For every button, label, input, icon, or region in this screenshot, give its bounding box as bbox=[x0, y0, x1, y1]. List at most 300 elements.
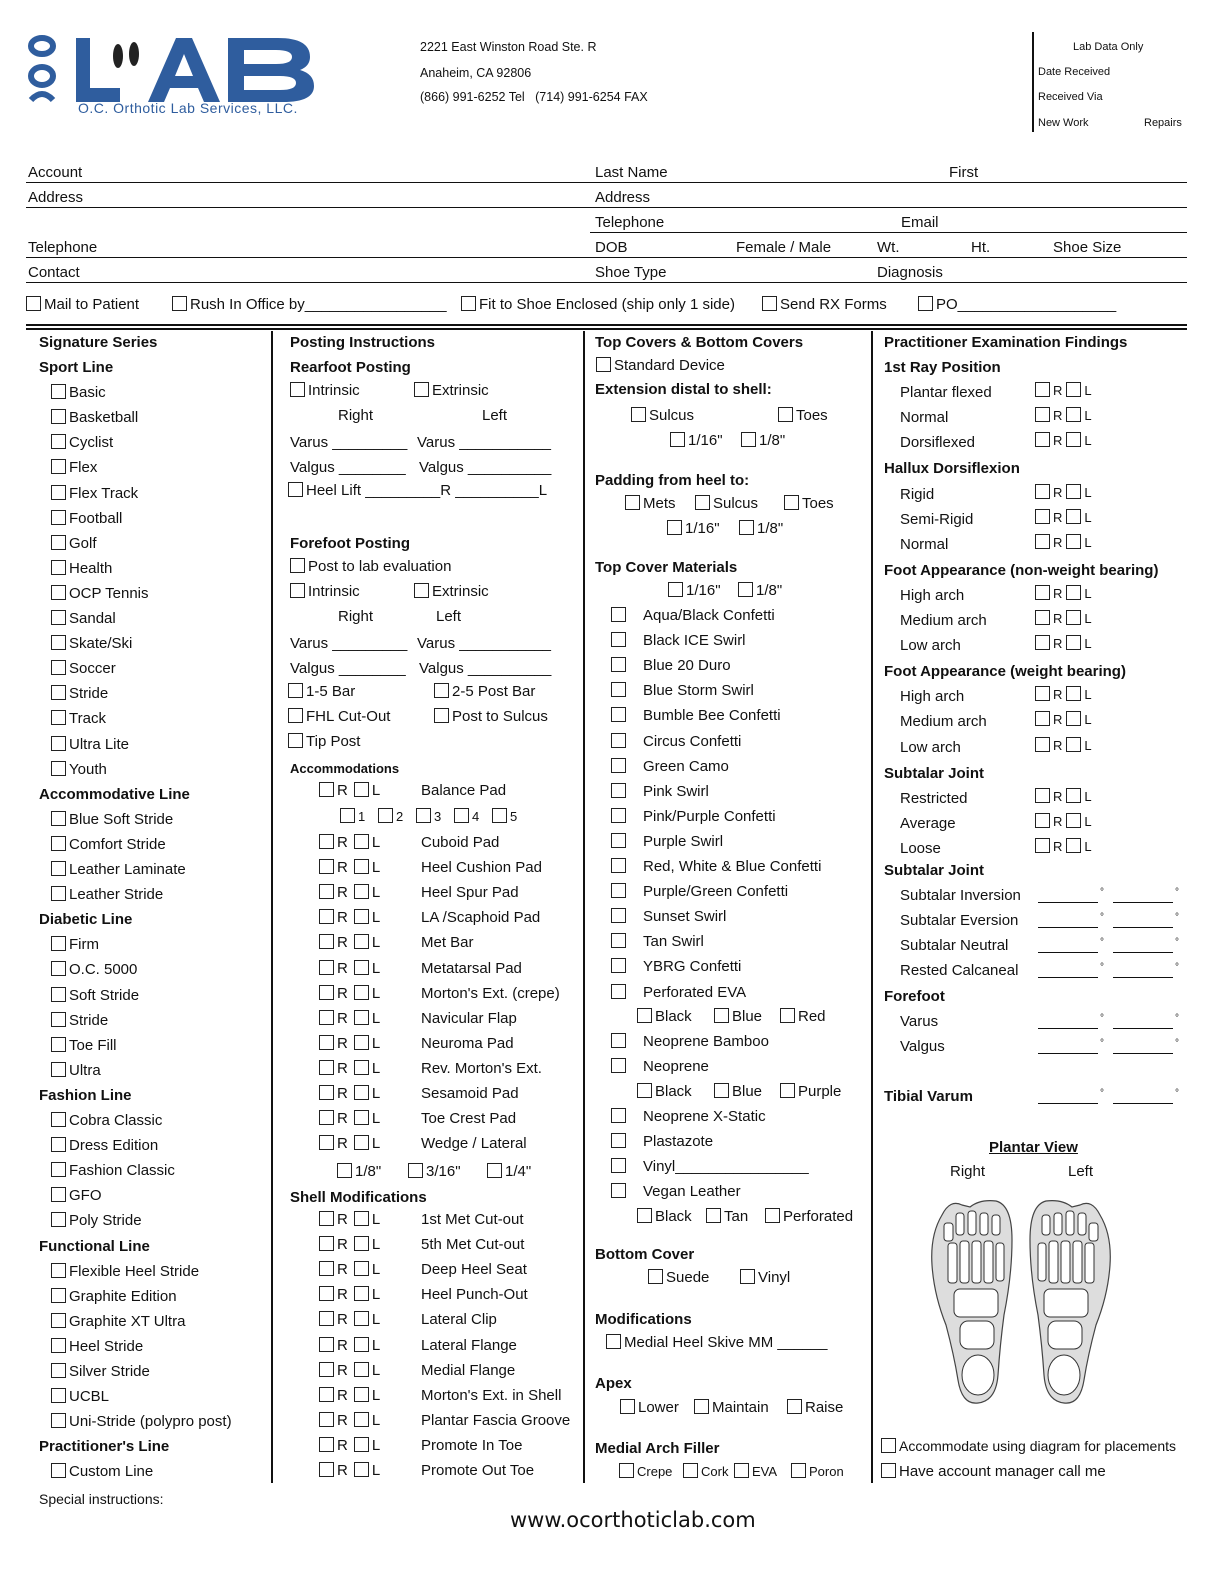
checkbox-icon bbox=[611, 1133, 626, 1148]
option-poly-stride[interactable]: Poly Stride bbox=[51, 1212, 142, 1229]
promote-out-toe-rl[interactable]: R L bbox=[319, 1462, 380, 1479]
checkbox-icon bbox=[354, 1211, 369, 1226]
extension-sulcus-checkbox[interactable]: Sulcus bbox=[631, 407, 694, 424]
checkbox-icon bbox=[51, 1288, 66, 1303]
neoprene-black-checkbox[interactable]: Black bbox=[637, 1083, 692, 1100]
wedge-lateral-rl[interactable]: R L bbox=[319, 1135, 380, 1152]
exam-hallux-dorsiflexion-normal-label: Normal bbox=[900, 535, 949, 553]
rush-checkbox[interactable]: Rush In Office by_________________ bbox=[172, 296, 447, 313]
neoprene-purple-checkbox[interactable]: Purple bbox=[780, 1083, 841, 1100]
apex-heading: Apex bbox=[595, 1375, 632, 1392]
exam-subtalar-joint-loose-rl[interactable]: R L bbox=[1035, 838, 1092, 854]
material-bumble-bee-confetti[interactable]: Bumble Bee Confetti bbox=[611, 707, 781, 724]
exam-subtalar-joint-restricted-rl[interactable]: R L bbox=[1035, 788, 1092, 804]
forefoot-intrinsic-checkbox[interactable]: Intrinsic bbox=[290, 583, 360, 600]
option-cyclist[interactable]: Cyclist bbox=[51, 434, 113, 451]
checkbox-icon bbox=[51, 886, 66, 901]
send-rx-checkbox[interactable]: Send RX Forms bbox=[762, 296, 887, 313]
option-health[interactable]: Health bbox=[51, 560, 112, 577]
checkbox-icon bbox=[51, 1313, 66, 1328]
material-vegan-leather[interactable]: Vegan Leather bbox=[611, 1183, 741, 1200]
exam-foot-appearance-non-weight-bearing-medium-arch-rl[interactable]: R L bbox=[1035, 610, 1092, 626]
rearfoot-intrinsic-checkbox[interactable]: Intrinsic bbox=[290, 382, 360, 399]
toe-crest-pad-rl[interactable]: R L bbox=[319, 1110, 380, 1127]
metatarsal-2-checkbox[interactable]: 2 bbox=[378, 808, 403, 824]
heel-cushion-pad-label: Heel Cushion Pad bbox=[421, 859, 542, 877]
checkbox-icon bbox=[1035, 813, 1050, 828]
exam-foot-appearance-weight-bearing-high-arch-rl[interactable]: R L bbox=[1035, 686, 1092, 702]
material-ybrg-confetti[interactable]: YBRG Confetti bbox=[611, 958, 741, 975]
tibial-varum-left-input[interactable]: ° bbox=[1113, 1088, 1179, 1106]
exam-1st-ray-position-dorsiflexed-rl[interactable]: R L bbox=[1035, 432, 1092, 448]
medial-flange-rl[interactable]: R L bbox=[319, 1362, 380, 1379]
group-heading-fashion-line: Fashion Line bbox=[39, 1086, 132, 1104]
subtalar-eversion-left-input[interactable]: ° bbox=[1113, 912, 1179, 930]
metatarsal-5-checkbox[interactable]: 5 bbox=[492, 808, 517, 824]
last-name-field[interactable]: Last Name bbox=[595, 164, 668, 181]
apex-maintain-checkbox[interactable]: Maintain bbox=[694, 1399, 769, 1416]
heel-spur-pad-label: Heel Spur Pad bbox=[421, 884, 519, 902]
checkbox-icon bbox=[637, 1208, 652, 1223]
padding-sulcus-checkbox[interactable]: Sulcus bbox=[695, 495, 758, 512]
eva-blue-checkbox[interactable]: Blue bbox=[714, 1008, 762, 1025]
lateral-clip-rl[interactable]: R L bbox=[319, 1311, 380, 1328]
subtalar-neutral-left-input[interactable]: ° bbox=[1113, 937, 1179, 955]
material-blue-storm-swirl[interactable]: Blue Storm Swirl bbox=[611, 682, 754, 699]
checkbox-icon bbox=[51, 485, 66, 500]
checkbox-icon bbox=[454, 808, 469, 823]
account-field[interactable]: Account bbox=[28, 164, 83, 181]
option-sandal[interactable]: Sandal bbox=[51, 610, 116, 627]
plantar-fascia-groove-rl[interactable]: R L bbox=[319, 1412, 380, 1429]
first-name-field[interactable]: First bbox=[949, 164, 979, 181]
thickness-1-8-checkbox[interactable]: 1/8" bbox=[337, 1163, 381, 1180]
checkbox-icon bbox=[637, 1008, 652, 1023]
option-firm[interactable]: Firm bbox=[51, 936, 99, 953]
neuroma-pad-label: Neuroma Pad bbox=[421, 1034, 514, 1052]
checkbox-icon bbox=[51, 1212, 66, 1227]
option-gfo[interactable]: GFO bbox=[51, 1187, 102, 1204]
checkbox-icon bbox=[172, 296, 187, 311]
apex-raise-checkbox[interactable]: Raise bbox=[787, 1399, 843, 1416]
checkbox-icon bbox=[881, 1438, 896, 1453]
option-toe-fill[interactable]: Toe Fill bbox=[51, 1037, 117, 1054]
la-scaphoid-pad-label: LA /Scaphoid Pad bbox=[421, 909, 541, 927]
option-ultra-lite[interactable]: Ultra Lite bbox=[51, 736, 129, 753]
exam-1st-ray-position-plantar-flexed-rl[interactable]: R L bbox=[1035, 382, 1092, 398]
checkbox-icon bbox=[1035, 382, 1050, 397]
apex-lower-checkbox[interactable]: Lower bbox=[620, 1399, 679, 1416]
checkbox-icon bbox=[694, 1399, 709, 1414]
checkbox-icon bbox=[319, 1462, 334, 1477]
heel-punch-out-rl[interactable]: R L bbox=[319, 1286, 380, 1303]
shoe-type-field[interactable]: Shoe Type bbox=[595, 264, 667, 281]
special-instructions-label: Special instructions: bbox=[39, 1491, 164, 1507]
forefoot-valgus-label: Valgus bbox=[900, 1038, 945, 1056]
mail-to-patient-checkbox[interactable]: Mail to Patient bbox=[26, 296, 139, 313]
forefoot-valgus-left-input[interactable]: ° bbox=[1113, 1038, 1179, 1056]
posting-instructions-heading: Posting Instructions bbox=[290, 334, 436, 351]
exam-subtalar-joint-average-label: Average bbox=[900, 814, 956, 832]
metatarsal-pad-rl[interactable]: R L bbox=[319, 960, 380, 977]
option-dress-edition[interactable]: Dress Edition bbox=[51, 1137, 158, 1154]
option-ultra[interactable]: Ultra bbox=[51, 1062, 101, 1079]
exam-foot-appearance-weight-bearing-medium-arch-rl[interactable]: R L bbox=[1035, 711, 1092, 727]
rested-calcaneal-right-input[interactable]: ° bbox=[1038, 962, 1104, 980]
checkbox-icon bbox=[619, 1463, 634, 1478]
checkbox-icon bbox=[51, 510, 66, 525]
option-blue-soft-stride[interactable]: Blue Soft Stride bbox=[51, 811, 173, 828]
checkbox-icon bbox=[487, 1163, 502, 1178]
checkbox-icon bbox=[1066, 737, 1081, 752]
option-stride[interactable]: Stride bbox=[51, 685, 108, 702]
option-o-c-5000[interactable]: O.C. 5000 bbox=[51, 961, 137, 978]
checkbox-icon bbox=[319, 884, 334, 899]
option-heel-stride[interactable]: Heel Stride bbox=[51, 1338, 143, 1355]
checkbox-icon bbox=[1035, 711, 1050, 726]
post-to-lab-evaluation-checkbox[interactable]: Post to lab evaluation bbox=[290, 558, 451, 575]
met-bar-rl[interactable]: R L bbox=[319, 934, 380, 951]
forefoot-varus-right-input[interactable]: ° bbox=[1038, 1013, 1104, 1031]
cuboid-pad-rl[interactable]: R L bbox=[319, 834, 380, 851]
checkbox-icon bbox=[290, 558, 305, 573]
eva-red-checkbox[interactable]: Red bbox=[780, 1008, 826, 1025]
extension-1-16-checkbox[interactable]: 1/16" bbox=[670, 432, 723, 449]
exam-foot-appearance-non-weight-bearing-low-arch-rl[interactable]: R L bbox=[1035, 635, 1092, 651]
metatarsal-4-checkbox[interactable]: 4 bbox=[454, 808, 479, 824]
patient-address-field[interactable]: Address bbox=[595, 189, 651, 206]
material-tan-swirl[interactable]: Tan Swirl bbox=[611, 933, 704, 950]
company-name: O.C. Orthotic Lab Services, LLC. bbox=[78, 100, 298, 116]
exam-foot-appearance-weight-bearing-low-arch-rl[interactable]: R L bbox=[1035, 737, 1092, 753]
option-graphite-edition[interactable]: Graphite Edition bbox=[51, 1288, 177, 1305]
option-flex[interactable]: Flex bbox=[51, 459, 97, 476]
rested-calcaneal-left-input[interactable]: ° bbox=[1113, 962, 1179, 980]
checkbox-icon bbox=[1035, 407, 1050, 422]
date-received-label: Date Received bbox=[1038, 66, 1111, 78]
checkbox-icon bbox=[51, 1413, 66, 1428]
exam-heading-foot-appearance-weight-bearing: Foot Appearance (weight bearing) bbox=[884, 663, 1126, 681]
height-field[interactable]: Ht. bbox=[971, 239, 991, 256]
checkbox-icon bbox=[611, 733, 626, 748]
bottom-vinyl-checkbox[interactable]: Vinyl bbox=[740, 1269, 790, 1286]
navicular-flap-rl[interactable]: R L bbox=[319, 1010, 380, 1027]
checkbox-icon bbox=[1066, 610, 1081, 625]
option-track[interactable]: Track bbox=[51, 710, 106, 727]
checkbox-icon bbox=[51, 1062, 66, 1077]
material-sunset-swirl[interactable]: Sunset Swirl bbox=[611, 908, 726, 925]
rearfoot-extrinsic-checkbox[interactable]: Extrinsic bbox=[414, 382, 489, 399]
group-heading-practitioner-s-line: Practitioner's Line bbox=[39, 1438, 170, 1456]
heel-spur-pad-rl[interactable]: R L bbox=[319, 884, 380, 901]
vegan-black-checkbox[interactable]: Black bbox=[637, 1208, 692, 1225]
email-field[interactable]: Email bbox=[901, 214, 939, 231]
checkbox-icon bbox=[51, 535, 66, 550]
material-1-8-checkbox[interactable]: 1/8" bbox=[738, 582, 782, 599]
thickness-1-4-checkbox[interactable]: 1/4" bbox=[487, 1163, 531, 1180]
exam-foot-appearance-non-weight-bearing-high-arch-rl[interactable]: R L bbox=[1035, 585, 1092, 601]
plantar-view-heading: Plantar View bbox=[989, 1139, 1078, 1156]
material-red-white-blue-confetti[interactable]: Red, White & Blue Confetti bbox=[611, 858, 821, 875]
contact-field[interactable]: Contact bbox=[28, 264, 80, 281]
address-line-1: 2221 East Winston Road Ste. R bbox=[420, 40, 597, 54]
checkbox-icon bbox=[290, 583, 305, 598]
post-to-sulcus-checkbox[interactable]: Post to Sulcus bbox=[434, 708, 548, 725]
checkbox-icon bbox=[416, 808, 431, 823]
heel-lift-checkbox[interactable]: Heel Lift _________R __________L bbox=[288, 482, 547, 499]
option-soccer[interactable]: Soccer bbox=[51, 660, 116, 677]
checkbox-icon bbox=[1066, 407, 1081, 422]
vegan-tan-checkbox[interactable]: Tan bbox=[706, 1208, 748, 1225]
checkbox-icon bbox=[51, 585, 66, 600]
material-perforated-eva[interactable]: Perforated EVA bbox=[611, 984, 746, 1001]
checkbox-icon bbox=[319, 1211, 334, 1226]
checkbox-icon bbox=[354, 909, 369, 924]
exam-hallux-dorsiflexion-rigid-rl[interactable]: R L bbox=[1035, 484, 1092, 500]
sesamoid-pad-rl[interactable]: R L bbox=[319, 1085, 380, 1102]
material-black-ice-swirl[interactable]: Black ICE Swirl bbox=[611, 632, 746, 649]
standard-device-checkbox[interactable]: Standard Device bbox=[596, 357, 725, 374]
checkbox-icon bbox=[319, 1337, 334, 1352]
checkbox-icon bbox=[319, 1286, 334, 1301]
plantar-right-label: Right bbox=[950, 1163, 986, 1180]
group-heading-functional-line: Functional Line bbox=[39, 1237, 150, 1255]
option-skate-ski[interactable]: Skate/Ski bbox=[51, 635, 132, 652]
neuroma-pad-rl[interactable]: R L bbox=[319, 1035, 380, 1052]
exam-foot-appearance-weight-bearing-low-arch-label: Low arch bbox=[900, 738, 961, 756]
group-heading-sport-line: Sport Line bbox=[39, 359, 114, 376]
checkbox-icon bbox=[611, 783, 626, 798]
checkbox-icon bbox=[738, 582, 753, 597]
extension-1-8-checkbox[interactable]: 1/8" bbox=[741, 432, 785, 449]
checkbox-icon bbox=[51, 1137, 66, 1152]
lateral-flange-rl[interactable]: R L bbox=[319, 1337, 380, 1354]
patient-telephone-field[interactable]: Telephone bbox=[595, 214, 665, 231]
option-soft-stride[interactable]: Soft Stride bbox=[51, 987, 139, 1004]
option-leather-laminate[interactable]: Leather Laminate bbox=[51, 861, 186, 878]
arch-eva-checkbox[interactable]: EVA bbox=[734, 1463, 777, 1479]
lateral-flange-label: Lateral Flange bbox=[421, 1336, 517, 1354]
arch-poron-checkbox[interactable]: Poron bbox=[791, 1463, 844, 1479]
checkbox-icon bbox=[1066, 509, 1081, 524]
shoe-size-field[interactable]: Shoe Size bbox=[1053, 239, 1122, 256]
checkbox-icon bbox=[337, 1163, 352, 1178]
material-circus-confetti[interactable]: Circus Confetti bbox=[611, 733, 741, 750]
checkbox-icon bbox=[787, 1399, 802, 1414]
subtalar-inversion-left-input[interactable]: ° bbox=[1113, 887, 1179, 905]
forefoot-valgus-left: Valgus __________ bbox=[419, 660, 552, 677]
padding-1-8-checkbox[interactable]: 1/8" bbox=[739, 520, 783, 537]
checkbox-icon bbox=[319, 1010, 334, 1025]
fhl-cut-out-checkbox[interactable]: FHL Cut-Out bbox=[288, 708, 390, 725]
material-green-camo[interactable]: Green Camo bbox=[611, 758, 729, 775]
exam-1st-ray-position-normal-rl[interactable]: R L bbox=[1035, 407, 1092, 423]
accommodate-diagram-checkbox[interactable]: Accommodate using diagram for placements bbox=[881, 1438, 1176, 1454]
padding-mets-checkbox[interactable]: Mets bbox=[625, 495, 676, 512]
option-golf[interactable]: Golf bbox=[51, 535, 97, 552]
option-silver-stride[interactable]: Silver Stride bbox=[51, 1363, 150, 1380]
option-graphite-xt-ultra[interactable]: Graphite XT Ultra bbox=[51, 1313, 185, 1330]
rearfoot-valgus-left: Valgus __________ bbox=[419, 459, 552, 476]
option-cobra-classic[interactable]: Cobra Classic bbox=[51, 1112, 162, 1129]
tip-post-checkbox[interactable]: Tip Post bbox=[288, 733, 360, 750]
checkbox-icon bbox=[1035, 686, 1050, 701]
option-comfort-stride[interactable]: Comfort Stride bbox=[51, 836, 166, 853]
metatarsal-1-checkbox[interactable]: 1 bbox=[340, 808, 365, 824]
checkbox-icon bbox=[620, 1399, 635, 1414]
subtalar-joint-angles-heading: Subtalar Joint bbox=[884, 862, 985, 879]
checkbox-icon bbox=[51, 1363, 66, 1378]
lateral-clip-label: Lateral Clip bbox=[421, 1311, 497, 1329]
material-pink-swirl[interactable]: Pink Swirl bbox=[611, 783, 709, 800]
checkbox-icon bbox=[1066, 838, 1081, 853]
checkbox-icon bbox=[414, 583, 429, 598]
subtalar-eversion-right-input[interactable]: ° bbox=[1038, 912, 1104, 930]
padding-toes-checkbox[interactable]: Toes bbox=[784, 495, 834, 512]
exam-heading-1st-ray-position: 1st Ray Position bbox=[884, 359, 1001, 376]
material-blue-20-duro[interactable]: Blue 20 Duro bbox=[611, 657, 731, 674]
checkbox-icon bbox=[683, 1463, 698, 1478]
top-cover-materials-heading: Top Cover Materials bbox=[595, 559, 738, 576]
account-manager-call-checkbox[interactable]: Have account manager call me bbox=[881, 1463, 1106, 1480]
medial-arch-filler-heading: Medial Arch Filler bbox=[595, 1440, 720, 1457]
phone-fax: (866) 991-6252 Tel (714) 991-6254 FAX bbox=[420, 90, 648, 104]
checkbox-icon bbox=[51, 434, 66, 449]
material-purple-swirl[interactable]: Purple Swirl bbox=[611, 833, 723, 850]
eva-black-checkbox[interactable]: Black bbox=[637, 1008, 692, 1025]
checkbox-icon bbox=[51, 635, 66, 650]
5th-met-cut-out-rl[interactable]: R L bbox=[319, 1236, 380, 1253]
checkbox-icon bbox=[611, 1108, 626, 1123]
material-neoprene[interactable]: Neoprene bbox=[611, 1058, 709, 1075]
material-aqua-black-confetti[interactable]: Aqua/Black Confetti bbox=[611, 607, 775, 624]
weight-field[interactable]: Wt. bbox=[877, 239, 900, 256]
exam-hallux-dorsiflexion-semi-rigid-rl[interactable]: R L bbox=[1035, 509, 1092, 525]
new-work-label: New Work bbox=[1038, 117, 1089, 129]
option-ocp-tennis[interactable]: OCP Tennis bbox=[51, 585, 149, 602]
diagnosis-field[interactable]: Diagnosis bbox=[877, 264, 943, 281]
lab-data-only-label: Lab Data Only bbox=[1073, 41, 1144, 53]
bar-1-5-checkbox[interactable]: 1-5 Bar bbox=[288, 683, 355, 700]
balance-pad-rl[interactable]: R L bbox=[319, 782, 380, 799]
address-line-2: Anaheim, CA 92806 bbox=[420, 66, 532, 80]
po-checkbox[interactable]: PO___________________ bbox=[918, 296, 1116, 313]
la-scaphoid-pad-rl[interactable]: R L bbox=[319, 909, 380, 926]
bottom-suede-checkbox[interactable]: Suede bbox=[648, 1269, 709, 1286]
checkbox-icon bbox=[51, 836, 66, 851]
forefoot-exam-heading: Forefoot bbox=[884, 988, 945, 1005]
material-neoprene-x-static[interactable]: Neoprene X-Static bbox=[611, 1108, 766, 1125]
exam-hallux-dorsiflexion-normal-rl[interactable]: R L bbox=[1035, 534, 1092, 550]
option-basic[interactable]: Basic bbox=[51, 384, 106, 401]
option-flex-track[interactable]: Flex Track bbox=[51, 485, 138, 502]
checkbox-icon bbox=[611, 908, 626, 923]
material-neoprene-bamboo[interactable]: Neoprene Bamboo bbox=[611, 1033, 769, 1050]
exam-subtalar-joint-average-rl[interactable]: R L bbox=[1035, 813, 1092, 829]
post-bar-2-5-checkbox[interactable]: 2-5 Post Bar bbox=[434, 683, 535, 700]
checkbox-icon bbox=[611, 1033, 626, 1048]
heel-cushion-pad-rl[interactable]: R L bbox=[319, 859, 380, 876]
option-basketball[interactable]: Basketball bbox=[51, 409, 138, 426]
telephone-field[interactable]: Telephone bbox=[28, 239, 98, 256]
material-purple-green-confetti[interactable]: Purple/Green Confetti bbox=[611, 883, 788, 900]
option-stride[interactable]: Stride bbox=[51, 1012, 108, 1029]
morton-s-ext-crepe-rl[interactable]: R L bbox=[319, 985, 380, 1002]
arch-crepe-checkbox[interactable]: Crepe bbox=[619, 1463, 672, 1479]
cuboid-pad-label: Cuboid Pad bbox=[421, 834, 500, 851]
material-plastazote[interactable]: Plastazote bbox=[611, 1133, 713, 1150]
option-youth[interactable]: Youth bbox=[51, 761, 107, 778]
checkbox-icon bbox=[51, 1012, 66, 1027]
forefoot-valgus-right-input[interactable]: ° bbox=[1038, 1038, 1104, 1056]
option-ucbl[interactable]: UCBL bbox=[51, 1388, 109, 1405]
address-field[interactable]: Address bbox=[28, 189, 84, 206]
checkbox-icon bbox=[784, 495, 799, 510]
thickness-3-16-checkbox[interactable]: 3/16" bbox=[408, 1163, 461, 1180]
fit-to-shoe-checkbox[interactable]: Fit to Shoe Enclosed (ship only 1 side) bbox=[461, 296, 735, 313]
checkbox-icon bbox=[596, 357, 611, 372]
vegan-perforated-checkbox[interactable]: Perforated bbox=[765, 1208, 853, 1225]
tibial-varum-right-input[interactable]: ° bbox=[1038, 1088, 1104, 1106]
checkbox-icon bbox=[611, 833, 626, 848]
checkbox-icon bbox=[611, 607, 626, 622]
checkbox-icon bbox=[319, 1236, 334, 1251]
morton-s-ext-in-shell-rl[interactable]: R L bbox=[319, 1387, 380, 1404]
promote-in-toe-rl[interactable]: R L bbox=[319, 1437, 380, 1454]
checkbox-icon bbox=[741, 432, 756, 447]
checkbox-icon bbox=[319, 782, 334, 797]
checkbox-icon bbox=[51, 1162, 66, 1177]
subtalar-neutral-right-input[interactable]: ° bbox=[1038, 937, 1104, 955]
plantar-left-label: Left bbox=[1068, 1163, 1094, 1180]
checkbox-icon bbox=[1035, 585, 1050, 600]
rev-morton-s-ext-rl[interactable]: R L bbox=[319, 1060, 380, 1077]
material-1-16-checkbox[interactable]: 1/16" bbox=[668, 582, 721, 599]
option-flexible-heel-stride[interactable]: Flexible Heel Stride bbox=[51, 1263, 199, 1280]
dob-field[interactable]: DOB bbox=[595, 239, 628, 256]
forefoot-valgus-right: Valgus ________ bbox=[290, 660, 406, 677]
checkbox-icon bbox=[631, 407, 646, 422]
option-custom-line[interactable]: Custom Line bbox=[51, 1463, 153, 1480]
website-url[interactable]: www.ocorthoticlab.com bbox=[510, 1508, 756, 1532]
checkbox-icon bbox=[1035, 610, 1050, 625]
checkbox-icon bbox=[611, 808, 626, 823]
neoprene-blue-checkbox[interactable]: Blue bbox=[714, 1083, 762, 1100]
forefoot-varus-left-input[interactable]: ° bbox=[1113, 1013, 1179, 1031]
gender-field[interactable]: Female / Male bbox=[736, 239, 832, 256]
exam-foot-appearance-non-weight-bearing-medium-arch-label: Medium arch bbox=[900, 612, 987, 629]
checkbox-icon bbox=[288, 733, 303, 748]
material-pink-purple-confetti[interactable]: Pink/Purple Confetti bbox=[611, 808, 776, 825]
medial-heel-skive-checkbox[interactable]: Medial Heel Skive MM ______ bbox=[606, 1334, 827, 1351]
option-football[interactable]: Football bbox=[51, 510, 122, 527]
option-leather-stride[interactable]: Leather Stride bbox=[51, 886, 163, 903]
subtalar-inversion-right-input[interactable]: ° bbox=[1038, 887, 1104, 905]
option-fashion-classic[interactable]: Fashion Classic bbox=[51, 1162, 175, 1179]
exam-foot-appearance-weight-bearing-high-arch-label: High arch bbox=[900, 688, 965, 706]
material-vinyl[interactable]: Vinyl________________ bbox=[611, 1158, 809, 1175]
top-covers-heading: Top Covers & Bottom Covers bbox=[595, 334, 804, 351]
metatarsal-3-checkbox[interactable]: 3 bbox=[416, 808, 441, 824]
repairs-label: Repairs bbox=[1144, 117, 1182, 129]
padding-1-16-checkbox[interactable]: 1/16" bbox=[667, 520, 720, 537]
forefoot-extrinsic-checkbox[interactable]: Extrinsic bbox=[414, 583, 489, 600]
1st-met-cut-out-rl[interactable]: R L bbox=[319, 1211, 380, 1228]
extension-toes-checkbox[interactable]: Toes bbox=[778, 407, 828, 424]
option-uni-stride-polypro-post[interactable]: Uni-Stride (polypro post) bbox=[51, 1413, 232, 1430]
arch-cork-checkbox[interactable]: Cork bbox=[683, 1463, 728, 1479]
deep-heel-seat-rl[interactable]: R L bbox=[319, 1261, 380, 1278]
